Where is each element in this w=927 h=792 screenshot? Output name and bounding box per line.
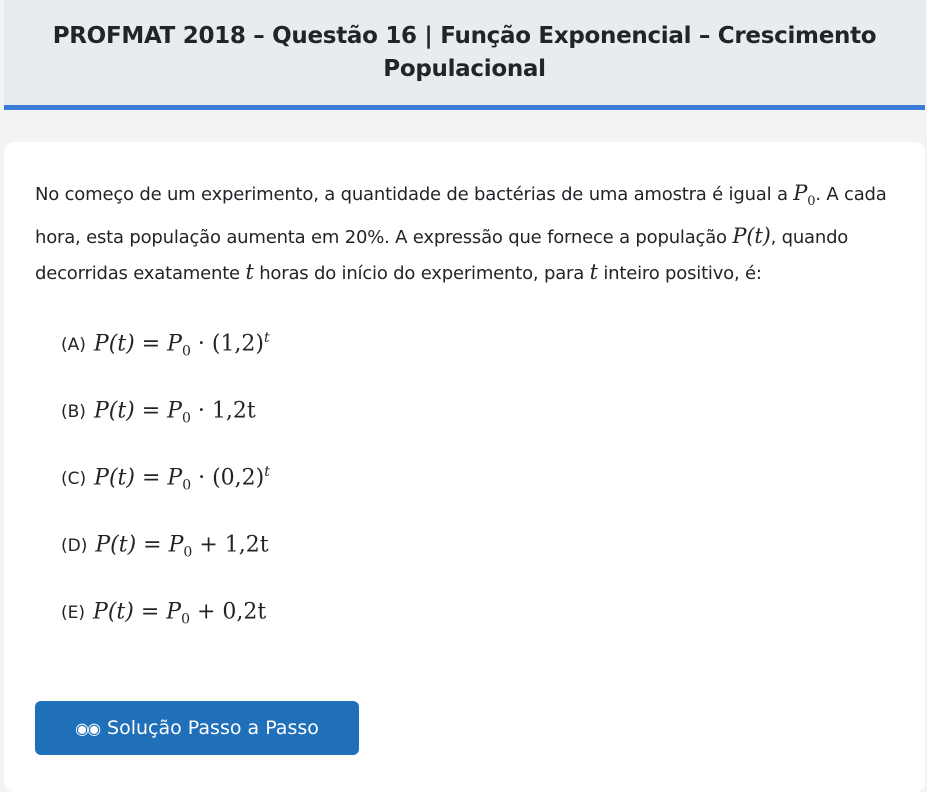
option-e[interactable]	[61, 579, 895, 646]
statement-text-2: . A cada hora, esta população aumenta em 20%. A expressão que fornece a população	[35, 184, 887, 249]
statement-text-1: No começo de um experimento, a quantidade de bactérias de uma amostra é igual a	[35, 184, 794, 205]
expr-lhs: P(t) = P	[94, 465, 183, 491]
expr-sup: t	[264, 329, 270, 346]
expr-rhs: · (1,2)	[190, 331, 265, 357]
option-expression	[94, 330, 270, 360]
expr-sub: 0	[181, 611, 190, 628]
option-b[interactable]	[61, 378, 895, 445]
page-header	[4, 0, 925, 110]
eyes-icon: ◉◉	[75, 718, 100, 738]
solution-button[interactable]	[35, 701, 359, 755]
expr-lhs: P(t) = P	[93, 331, 182, 357]
option-expression	[95, 531, 268, 561]
option-expression	[93, 598, 266, 628]
option-letter: (B)	[61, 401, 86, 422]
math-p0-subscript: 0	[807, 194, 816, 210]
expr-lhs: P(t) = P	[93, 599, 182, 625]
option-letter: (C)	[61, 468, 87, 489]
math-t-2: t	[589, 260, 598, 285]
question-card	[4, 142, 925, 792]
option-d[interactable]	[61, 512, 895, 579]
option-letter: (E)	[61, 602, 86, 623]
option-letter: (D)	[61, 535, 88, 556]
expr-rhs: · 1,2t	[190, 398, 256, 424]
option-expression	[94, 397, 256, 427]
option-letter: (A)	[61, 334, 86, 355]
option-a[interactable]	[61, 311, 895, 378]
expr-sup: t	[264, 463, 270, 480]
expr-lhs: P(t) = P	[95, 532, 184, 558]
answer-options	[35, 311, 895, 646]
expr-sub: 0	[181, 410, 191, 427]
expr-rhs: + 1,2t	[192, 532, 269, 558]
expr-sub: 0	[182, 477, 192, 494]
math-p0	[793, 181, 816, 210]
option-c[interactable]	[61, 445, 895, 512]
statement-text-4: horas do início do experimento, para	[253, 263, 590, 285]
expr-rhs: + 0,2t	[189, 599, 267, 625]
page-title: PROFMAT 2018 – Questão 16 | Função Exponencial – Crescimento Populacional	[52, 22, 877, 82]
expr-sub: 0	[183, 544, 193, 561]
math-pt: P(t)	[732, 224, 771, 249]
math-p0-symbol: P	[793, 181, 808, 205]
statement-text-3: , quando decorridas exatamente	[35, 227, 849, 285]
question-statement	[35, 176, 895, 291]
expr-sub: 0	[181, 343, 191, 360]
statement-text-5: inteiro positivo, é:	[597, 263, 762, 285]
math-t: t	[245, 260, 254, 285]
expr-lhs: P(t) = P	[93, 398, 182, 424]
expr-rhs: · (0,2)	[191, 465, 265, 491]
option-expression	[94, 464, 270, 494]
solution-button-label: Solução Passo a Passo	[107, 717, 319, 739]
